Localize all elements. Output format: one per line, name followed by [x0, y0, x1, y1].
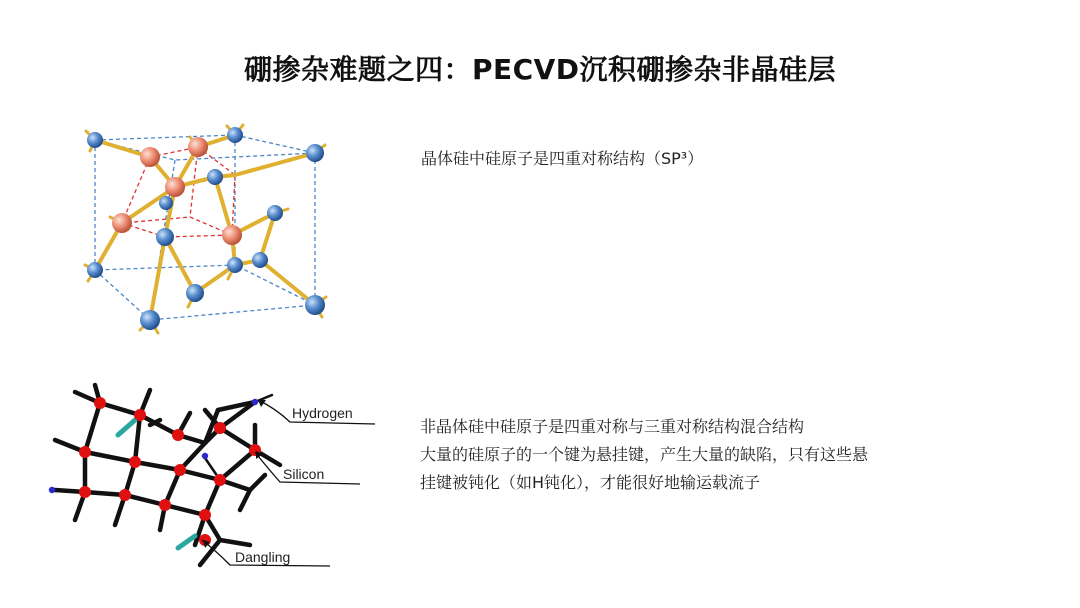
amorphous-description	[420, 413, 868, 497]
amorphous-line-1: 非晶体硅中硅原子是四重对称与三重对称结构混合结构	[420, 417, 805, 436]
network-bonds	[55, 385, 280, 565]
slide-title: 硼掺杂难题之四：PECVD沉积硼掺杂非晶硅层	[243, 53, 837, 86]
dangling-label: Dangling	[235, 549, 291, 565]
hydrogen-label: Hydrogen	[292, 405, 353, 421]
amorphous-line-2: 大量的硅原子的一个键为悬挂键，产生大量的缺陷，只有这些悬	[420, 445, 869, 464]
amorphous-silicon-network-diagram	[40, 380, 390, 580]
amorphous-line-3: 挂键被钝化（如H钝化），才能很好地输运载流子	[420, 473, 761, 492]
crystal-description: 晶体硅中硅原子是四重对称结构（SP³）	[421, 149, 704, 168]
crystal-silicon-lattice-diagram	[70, 115, 350, 345]
silicon-label: Silicon	[283, 466, 325, 482]
si-atoms	[87, 127, 325, 330]
h-atoms	[49, 399, 258, 493]
